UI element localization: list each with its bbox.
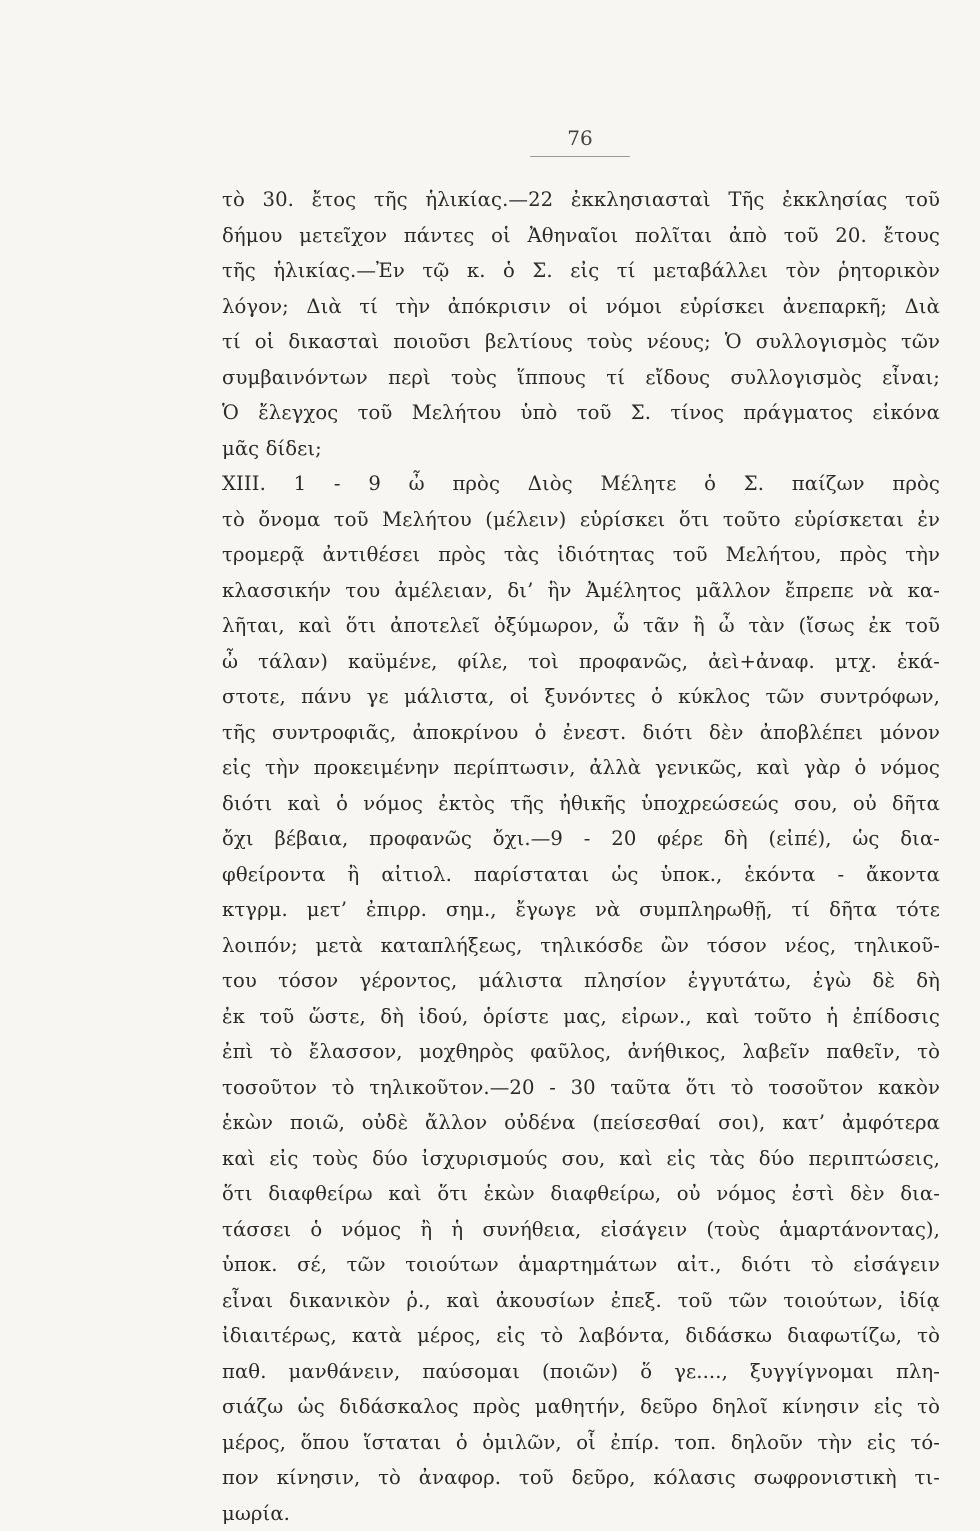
- page-number: 76: [520, 126, 640, 150]
- text-line: τὸ 30. ἔτος τῆς ἡλικίας.—22 ἐκκλησιασταὶ Τῆς ἐκκλησίας τοῦ: [222, 182, 940, 218]
- text-line: ἐκ τοῦ ὥστε, δὴ ἰδού, ὁρίστε μας, εἰρων., καὶ τοῦτο ἡ ἐπίδοσις: [222, 999, 940, 1035]
- text-line: στοτε, πάνυ γε μάλιστα, οἱ ξυνόντες ὁ κύκλος τῶν συντρόφων,: [222, 679, 940, 715]
- page-number-rule: [530, 156, 630, 157]
- text-line: τῆς ἡλικίας.—Ἐν τῷ κ. ὁ Σ. εἰς τί μεταβάλλει τὸν ῥητορικὸν: [222, 253, 940, 289]
- text-line: παθ. μανθάνειν, παύσομαι (ποιῶν) ὅ γε...., ξυγγίγνομαι πλη-: [222, 1354, 940, 1390]
- text-line: μᾶς δίδει;: [222, 431, 940, 467]
- text-line: Ὁ ἔλεγχος τοῦ Μελήτου ὑπὸ τοῦ Σ. τίνος πράγματος εἰκόνα: [222, 395, 940, 431]
- text-line: ὅτι διαφθείρω καὶ ὅτι ἑκὼν διαφθείρω, οὐ νόμος ἐστὶ δὲν δια-: [222, 1176, 940, 1212]
- commentary-text: [222, 182, 940, 1531]
- text-line: ἰδιαιτέρως, κατὰ μέρος, εἰς τὸ λαβόντα, διδάσκω διαφωτίζω, τὸ: [222, 1318, 940, 1354]
- text-line: ἑκὼν ποιῶ, οὐδὲ ἄλλον οὐδένα (πείσεσθαί σοι), κατ’ ἀμφότερα: [222, 1105, 940, 1141]
- text-line: κλασσικήν του ἀμέλειαν, δι’ ἣν Ἀμέλητος μᾶλλον ἔπρεπε νὰ κα-: [222, 573, 940, 609]
- text-line: ἐπὶ τὸ ἔλασσον, μοχθηρὸς φαῦλος, ἀνήθικος, λαβεῖν παθεῖν, τὸ: [222, 1034, 940, 1070]
- text-line: καὶ εἰς τοὺς δύο ἰσχυρισμούς σου, καὶ εἰς τὰς δύο περιπτώσεις,: [222, 1141, 940, 1177]
- text-line: τῆς συντροφιᾶς, ἀποκρίνου ὁ ἐνεστ. διότι δὲν ἀποβλέπει μόνον: [222, 715, 940, 751]
- text-line: πον κίνησιν, τὸ ἀναφορ. τοῦ δεῦρο, κόλασις σωφρονιστικὴ τι-: [222, 1460, 940, 1496]
- text-line: λοιπόν; μετὰ καταπλήξεως, τηλικόσδε ὢν τόσον νέος, τηλικοῦ-: [222, 928, 940, 964]
- text-line: λῆται, καὶ ὅτι ἀποτελεῖ ὀξύμωρον, ὦ τᾶν ἢ ὦ τὰν (ἴσως ἐκ τοῦ: [222, 608, 940, 644]
- text-line: φθείροντα ἢ αἰτιολ. παρίσταται ὡς ὑποκ., ἑκόντα - ἄκοντα: [222, 857, 940, 893]
- text-line: συμβαινόντων περὶ τοὺς ἵππους τί εἴδους συλλογισμὸς εἶναι;: [222, 360, 940, 396]
- text-line: ὄχι βέβαια, προφανῶς ὄχι.—9 - 20 φέρε δὴ (εἰπέ), ὡς δια-: [222, 821, 940, 857]
- text-line: XIII. 1 - 9 ὦ πρὸς Διὸς Μέλητε ὁ Σ. παίζων πρὸς: [222, 466, 940, 502]
- text-line: λόγον; Διὰ τί τὴν ἀπόκρισιν οἱ νόμοι εὑρίσκει ἀνεπαρκῆ; Διὰ: [222, 289, 940, 325]
- text-line: τὸ ὄνομα τοῦ Μελήτου (μέλειν) εὑρίσκει ὅτι τοῦτο εὑρίσκεται ἐν: [222, 502, 940, 538]
- text-line: τάσσει ὁ νόμος ἢ ἡ συνήθεια, εἰσάγειν (τοὺς ἁμαρτάνοντας),: [222, 1212, 940, 1248]
- text-line: ὦ τάλαν) καϋμένε, φίλε, τοὶ προφανῶς, ἀεὶ+ἀναφ. μτχ. ἑκά-: [222, 644, 940, 680]
- text-line: τοσοῦτον τὸ τηλικοῦτον.—20 - 30 ταῦτα ὅτι τὸ τοσοῦτον κακὸν: [222, 1070, 940, 1106]
- text-line: δήμου μετεῖχον πάντες οἱ Ἀθηναῖοι πολῖται ἀπὸ τοῦ 20. ἔτους: [222, 218, 940, 254]
- text-line: τί οἱ δικασταὶ ποιοῦσι βελτίους τοὺς νέους; Ὁ συλλογισμὸς τῶν: [222, 324, 940, 360]
- text-line: μέρος, ὅπου ἵσταται ὁ ὁμιλῶν, οἷ ἐπίρ. τοπ. δηλοῦν τὴν εἰς τό-: [222, 1425, 940, 1461]
- text-line: διότι καὶ ὁ νόμος ἐκτὸς τῆς ἠθικῆς ὑποχρεώσεώς σου, οὐ δῆτα: [222, 786, 940, 822]
- text-line: τρομερᾷ ἀντιθέσει πρὸς τὰς ἰδιότητας τοῦ Μελήτου, πρὸς τὴν: [222, 537, 940, 573]
- text-line: κτγρμ. μετ’ ἐπιρρ. σημ., ἔγωγε νὰ συμπληρωθῇ, τί δῆτα τότε: [222, 892, 940, 928]
- text-line: εἰς τὴν προκειμένην περίπτωσιν, ἀλλὰ γενικῶς, καὶ γὰρ ὁ νόμος: [222, 750, 940, 786]
- text-line: εἶναι δικανικὸν ῥ., καὶ ἀκουσίων ἐπεξ. τοῦ τῶν τοιούτων, ἰδίᾳ: [222, 1283, 940, 1319]
- text-line: ὑποκ. σέ, τῶν τοιούτων ἁμαρτημάτων αἰτ., διότι τὸ εἰσάγειν: [222, 1247, 940, 1283]
- text-line: μωρία.: [222, 1496, 940, 1531]
- text-line: σιάζω ὡς διδάσκαλος πρὸς μαθητήν, δεῦρο δηλοῖ κίνησιν εἰς τὸ: [222, 1389, 940, 1425]
- text-line: του τόσον γέροντος, μάλιστα πλησίον ἐγγυτάτω, ἐγὼ δὲ δὴ: [222, 963, 940, 999]
